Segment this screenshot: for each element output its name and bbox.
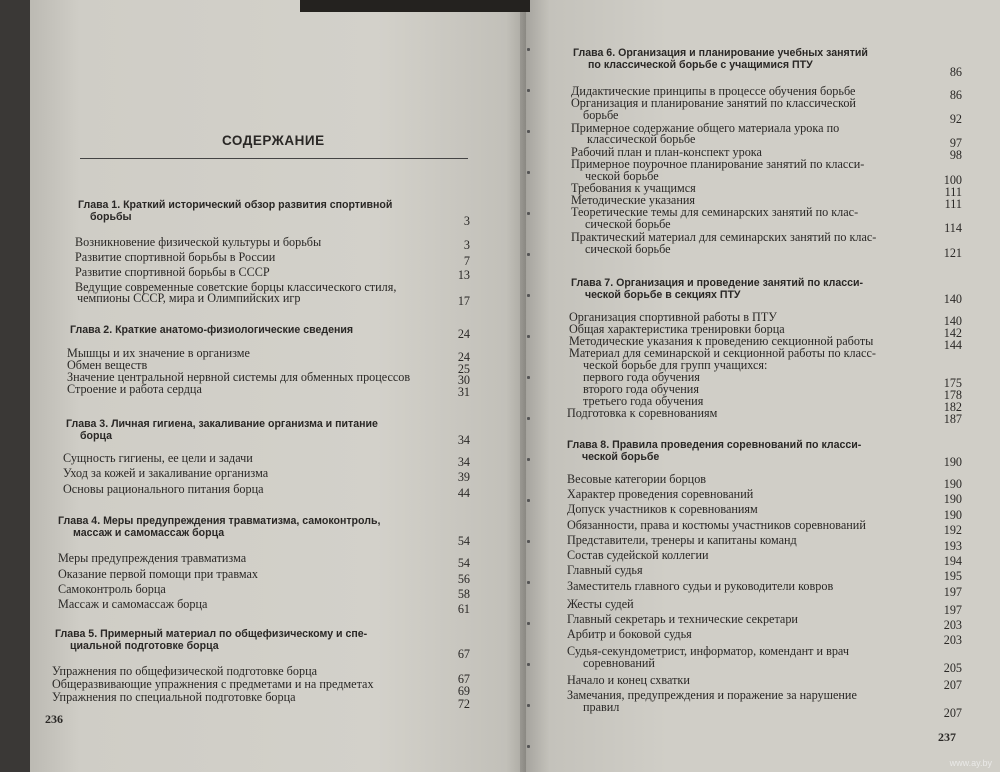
section-title: Оказание первой помощи при травмах xyxy=(58,567,259,581)
section-title: Замечания, предупреждения и поражение за нарушение xyxy=(567,688,857,702)
page-ref: 3 xyxy=(463,214,470,228)
page-ref: 98 xyxy=(949,148,962,162)
chapter-title: Глава 4. Меры предупреждения травматизма, самоконтроль, xyxy=(58,515,381,527)
page-ref: 178 xyxy=(943,388,962,402)
section-title: Главный судья xyxy=(567,563,643,577)
section-title: Значение центральной нервной системы для обменных процессов xyxy=(67,370,411,384)
section-title: Весовые категории борцов xyxy=(567,472,707,486)
section-title: Обмен веществ xyxy=(67,358,148,372)
stitch-hole xyxy=(527,294,530,297)
watermark: www.ay.by xyxy=(949,758,992,768)
section-title: борьбе xyxy=(583,108,619,122)
section-title: Развитие спортивной борьбы в СССР xyxy=(75,265,270,279)
section-title: Сущность гигиены, ее цели и задачи xyxy=(63,451,253,465)
section-title: Общая характеристика тренировки борца xyxy=(569,322,785,336)
left-page-number: 236 xyxy=(45,712,63,726)
section-title: Подготовка к соревнованиям xyxy=(567,406,718,420)
page-ref: 97 xyxy=(949,136,962,150)
stitch-hole xyxy=(527,335,530,338)
section-title: Требования к учащимся xyxy=(571,181,696,195)
section-title: Организация и планирование занятий по классической xyxy=(571,96,856,110)
page-ref: 17 xyxy=(457,294,470,308)
page-ref: 197 xyxy=(943,585,962,599)
chapter-title: циальной подготовке борца xyxy=(70,640,219,652)
page-ref: 121 xyxy=(943,246,962,260)
page-ref: 142 xyxy=(943,326,962,340)
contents-heading: СОДЕРЖАНИЕ xyxy=(222,133,325,148)
section-title: второго года обучения xyxy=(583,382,699,396)
chapter-title: борца xyxy=(80,430,113,442)
page-ref: 144 xyxy=(943,338,962,352)
section-title: правил xyxy=(583,700,620,714)
page-ref: 3 xyxy=(463,238,470,252)
stitch-hole xyxy=(527,48,530,51)
section-title: Характер проведения соревнований xyxy=(567,487,754,501)
heading-rule xyxy=(80,158,468,159)
chapter-title: массаж и самомассаж борца xyxy=(73,527,225,539)
section-title: Начало и конец схватки xyxy=(567,673,690,687)
chapter-title: Глава 6. Организация и планирование учебных занятий xyxy=(573,47,868,59)
page-ref: 31 xyxy=(457,385,470,399)
page-ref: 140 xyxy=(943,314,962,328)
page-ref: 67 xyxy=(457,647,470,661)
section-title: сической борьбе xyxy=(585,242,671,256)
section-title: ческой борьбе для групп учащихся: xyxy=(583,358,768,372)
page-ref: 192 xyxy=(943,523,962,537)
section-title: Ведущие современные советские борцы классического стиля, xyxy=(75,280,397,294)
section-title: Материал для семинарской и секционной работы по класс- xyxy=(569,346,876,360)
page-ref: 92 xyxy=(949,112,962,126)
page-ref: 197 xyxy=(943,603,962,617)
page-ref: 175 xyxy=(943,376,962,390)
section-title: Арбитр и боковой судья xyxy=(567,627,692,641)
section-title: Примерное поурочное планирование занятий по класси- xyxy=(571,157,865,171)
stitch-hole xyxy=(527,458,530,461)
stitch-hole xyxy=(527,376,530,379)
background-strip xyxy=(300,0,530,12)
page-ref: 24 xyxy=(457,327,470,341)
page-ref: 25 xyxy=(457,362,470,376)
stitch-hole xyxy=(527,499,530,502)
page-ref: 67 xyxy=(457,672,470,686)
page-ref: 69 xyxy=(457,684,470,698)
page-ref: 61 xyxy=(457,602,470,616)
section-title: Массаж и самомассаж борца xyxy=(58,597,208,611)
chapter-title: Глава 1. Краткий исторический обзор развития спортивной xyxy=(78,199,393,211)
section-title: Уход за кожей и закаливание организма xyxy=(63,466,269,480)
section-title: Обязанности, права и костюмы участников соревнований xyxy=(567,518,866,532)
section-title: Мышцы и их значение в организме xyxy=(67,346,250,360)
section-title: Рабочий план и план-конспект урока xyxy=(571,145,762,159)
page-ref: 56 xyxy=(457,572,470,586)
page-ref: 193 xyxy=(943,539,962,553)
section-title: Методические указания xyxy=(571,193,695,207)
page-ref: 44 xyxy=(457,486,470,500)
stitch-hole xyxy=(527,745,530,748)
page-ref: 114 xyxy=(944,221,962,235)
page-ref: 190 xyxy=(943,455,962,469)
page-ref: 30 xyxy=(457,373,470,387)
page-ref: 58 xyxy=(457,587,470,601)
page-ref: 190 xyxy=(943,508,962,522)
stitch-hole xyxy=(527,171,530,174)
section-title: ческой борьбе xyxy=(585,169,659,183)
section-title: Допуск участников к соревнованиям xyxy=(567,502,758,516)
chapter-title: ческой борьбе xyxy=(582,451,660,463)
section-title: третьего года обучения xyxy=(583,394,704,408)
page-ref: 205 xyxy=(943,661,962,675)
section-title: Общеразвивающие упражнения с предметами и на предметах xyxy=(52,677,374,691)
page-ref: 86 xyxy=(949,65,962,79)
page-ref: 72 xyxy=(457,697,470,711)
page-ref: 203 xyxy=(943,633,962,647)
page-ref: 195 xyxy=(943,569,962,583)
chapter-title: Глава 7. Организация и проведение занятий по класси- xyxy=(571,277,864,289)
chapter-title: борьбы xyxy=(90,211,132,223)
page-ref: 190 xyxy=(943,477,962,491)
section-title: Упражнения по специальной подготовке борца xyxy=(52,690,296,704)
chapter-title: Глава 5. Примерный материал по общефизическому и спе- xyxy=(55,628,368,640)
page-ref: 54 xyxy=(457,534,470,548)
section-title: Дидактические принципы в процессе обучения борьбе xyxy=(571,84,856,98)
stitch-hole xyxy=(527,253,530,256)
chapter-title: ческой борьбе в секциях ПТУ xyxy=(585,289,741,301)
page-ref: 203 xyxy=(943,618,962,632)
section-title: Теоретические темы для семинарских занятий по клас- xyxy=(571,205,859,219)
page-ref: 140 xyxy=(943,292,962,306)
page-ref: 187 xyxy=(943,412,962,426)
section-title: Возникновение физической культуры и борьбы xyxy=(75,235,322,249)
stitch-hole xyxy=(527,89,530,92)
page-ref: 34 xyxy=(457,433,470,447)
stitch-hole xyxy=(527,663,530,666)
section-title: Упражнения по общефизической подготовке борца xyxy=(52,664,318,678)
section-title: Методические указания к проведению секционной работы xyxy=(569,334,874,348)
stitch-hole xyxy=(527,581,530,584)
page-ref: 207 xyxy=(943,706,962,720)
page-ref: 54 xyxy=(457,556,470,570)
section-title: соревнований xyxy=(583,656,655,670)
section-title: Основы рационального питания борца xyxy=(63,482,264,496)
section-title: Самоконтроль борца xyxy=(58,582,166,596)
section-title: классической борьбе xyxy=(587,132,696,146)
section-title: Примерное содержание общего материала урока по xyxy=(571,121,840,135)
section-title: Жесты судей xyxy=(567,597,634,611)
stitch-hole xyxy=(527,417,530,420)
page-ref: 111 xyxy=(944,185,962,199)
stitch-hole xyxy=(527,540,530,543)
section-title: Заместитель главного судьи и руководители ковров xyxy=(567,579,834,593)
chapter-title: Глава 8. Правила проведения соревнований по класси- xyxy=(567,439,862,451)
stitch-hole xyxy=(527,212,530,215)
section-title: Строение и работа сердца xyxy=(67,382,202,396)
page-ref: 100 xyxy=(943,173,962,187)
chapter-title: Глава 2. Краткие анатомо-физиологические сведения xyxy=(70,324,354,336)
section-title: Меры предупреждения травматизма xyxy=(58,551,247,565)
chapter-title: по классической борьбе с учащимися ПТУ xyxy=(588,59,813,71)
page-ref: 13 xyxy=(457,268,470,282)
section-title: Состав судейской коллегии xyxy=(567,548,709,562)
page-ref: 207 xyxy=(943,678,962,692)
section-title: Главный секретарь и технические секретари xyxy=(567,612,798,626)
stitch-hole xyxy=(527,622,530,625)
stitch-hole xyxy=(527,704,530,707)
page-ref: 190 xyxy=(943,492,962,506)
page-ref: 182 xyxy=(943,400,962,414)
page-ref: 111 xyxy=(944,197,962,211)
section-title: Практический материал для семинарских занятий по клас- xyxy=(571,230,877,244)
right-page-number: 237 xyxy=(938,730,956,744)
section-title: чемпионы СССР, мира и Олимпийских игр xyxy=(77,291,301,305)
section-title: Развитие спортивной борьбы в России xyxy=(75,250,276,264)
stitch-hole xyxy=(527,130,530,133)
section-title: сической борьбе xyxy=(585,217,671,231)
section-title: Представители, тренеры и капитаны команд xyxy=(567,533,797,547)
section-title: первого года обучения xyxy=(583,370,700,384)
page-ref: 34 xyxy=(457,455,470,469)
section-title: Организация спортивной работы в ПТУ xyxy=(569,310,777,324)
page-ref: 194 xyxy=(943,554,962,568)
page-ref: 24 xyxy=(457,350,470,364)
page-ref: 39 xyxy=(457,470,470,484)
page-ref: 7 xyxy=(463,254,470,268)
page-ref: 86 xyxy=(949,88,962,102)
section-title: Судья-секундометрист, информатор, комендант и врач xyxy=(567,644,849,658)
chapter-title: Глава 3. Личная гигиена, закаливание организма и питание xyxy=(66,418,378,430)
